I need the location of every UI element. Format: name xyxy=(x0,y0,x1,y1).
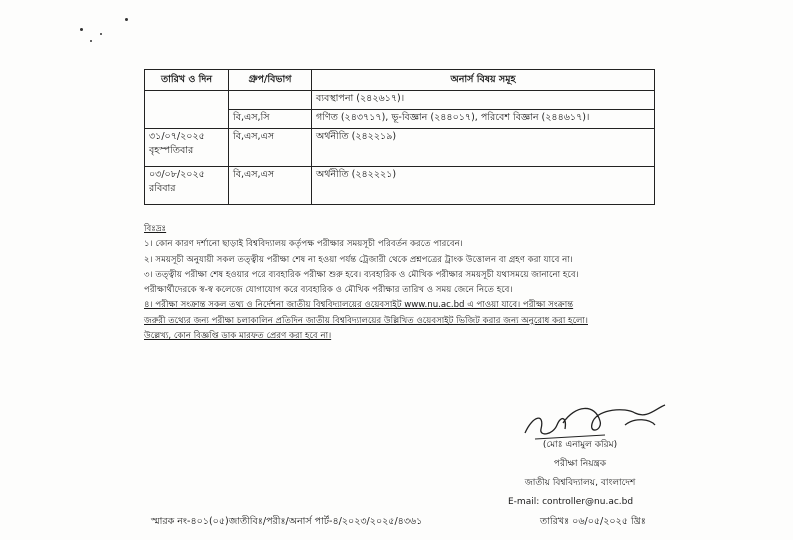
subject-cell: অর্থনীতি (২৪২২১৯) xyxy=(312,129,655,167)
header-subjects: অনার্স বিষয় সমূহ xyxy=(312,70,655,91)
signatory-email: E-mail: controller@nu.ac.bd xyxy=(508,497,634,507)
signatory-title: পরীক্ষা নিয়ন্ত্রক xyxy=(553,459,607,469)
group-cell: বি,এস,এস xyxy=(229,129,312,167)
date-cell xyxy=(145,91,229,129)
exam-date: ৩১/০৭/২০২৫ xyxy=(149,131,205,142)
group-cell xyxy=(229,91,312,110)
table-header-row xyxy=(145,70,655,91)
notes-section xyxy=(144,222,664,344)
exam-day: বৃহস্পতিবার xyxy=(149,145,194,156)
date-cell xyxy=(145,129,229,167)
subject-cell: অর্থনীতি (২৪২২২১) xyxy=(312,167,655,205)
note-1: ১। কোন কারণ দর্শানো ছাড়াই বিশ্ববিদ্যালয় কর্তৃপক্ষ পরীক্ষার সময়সূচী পরিবর্তন করতে পারবেন। xyxy=(144,239,463,250)
notes-heading: বিঃদ্রঃ xyxy=(144,224,167,234)
signatory-organization: জাতীয় বিশ্ববিদ্যালয়, বাংলাদেশ xyxy=(524,478,636,488)
signature-block xyxy=(500,436,660,512)
speck xyxy=(90,40,92,42)
group-cell: বি,এস,সি xyxy=(229,110,312,129)
note-4: ৪। পরীক্ষা সংক্রান্ত সকল তথ্য ও নির্দেশনা জাতীয় বিশ্ববিদ্যালয়ের ওয়েবসাইট www.nu.ac.bd এ পাওয়া যাবে। পরীক্ষা সংক্রান্ত xyxy=(144,300,574,311)
note-3: ৩। তত্ত্বীয় পরীক্ষা শেষ হওয়ার পরে ব্যবহারিক পরীক্ষা শুরু হবে। ব্যবহারিক ও মৌখিক পরীক্ষার সময়সূচী যথাসময়ে জানানো হবে। xyxy=(144,269,579,280)
header-date-day: তারিখ ও দিন xyxy=(145,70,229,91)
date-cell xyxy=(145,167,229,205)
signatory-name: (মোঃ এনামুল করিম) xyxy=(542,440,618,450)
memo-date: তারিখঃ ০৬/০৫/২০২৫ খ্রিঃ xyxy=(540,516,646,527)
speck xyxy=(125,18,128,21)
table-row xyxy=(145,129,655,167)
subject-cell: গণিত (২৪৩৭১৭), ভূ-বিজ্ঞান (২৪৪০১৭), পরিবেশ বিজ্ঞান (২৪৪৬১৭)। xyxy=(312,110,655,129)
note-4-continued: জরুরী তথ্যের জন্য পরীক্ষা চলাকালিন প্রতিদিন জাতীয় বিশ্ববিদ্যালয়ের উল্লিখিত ওয়েবসাইট ভিজিট করার জন্য অনুরোধ করা হলো। xyxy=(144,315,588,326)
group-cell: বি,এস,এস xyxy=(229,167,312,205)
exam-day: রবিবার xyxy=(149,183,176,194)
speck xyxy=(80,28,83,31)
exam-date: ০৩/০৮/২০২৫ xyxy=(149,169,205,180)
subject-cell: ব্যবস্থাপনা (২৪২৬১৭)। xyxy=(312,91,655,110)
exam-schedule-table xyxy=(144,69,655,205)
note-2: ২। সময়সূচী অনুযায়ী সকল তত্ত্বীয় পরীক্ষা শেষ না হওয়া পর্যন্ত ট্রেজারী থেকে প্রশ্নপত্রের ট্রাংক উত্তোলন বা গ্রহণ করা যাবে না। xyxy=(144,254,573,265)
table-row xyxy=(145,167,655,205)
table-row xyxy=(145,91,655,110)
note-3-continued: পরীক্ষার্থীদেরকে স্ব-স্ব কলেজে যোগাযোগ করে ব্যবহারিক ও মৌখিক পরীক্ষার তারিখ ও সময় জেনে নিতে হবে। xyxy=(144,285,513,296)
memo-number: স্মারক নং-৪০১(০৫)জাতীবিঃ/পরীঃ/অনার্স পার্ট-৪/২০২৩/২০২৫/৪৩৬১ xyxy=(151,516,423,527)
header-group: গ্রুপ/বিভাগ xyxy=(229,70,312,91)
speck xyxy=(100,33,102,35)
note-4-footnote: উল্লেখ্য, কোন বিজ্ঞপ্তি ডাক মারফত প্রেরণ করা হবে না। xyxy=(144,331,332,342)
